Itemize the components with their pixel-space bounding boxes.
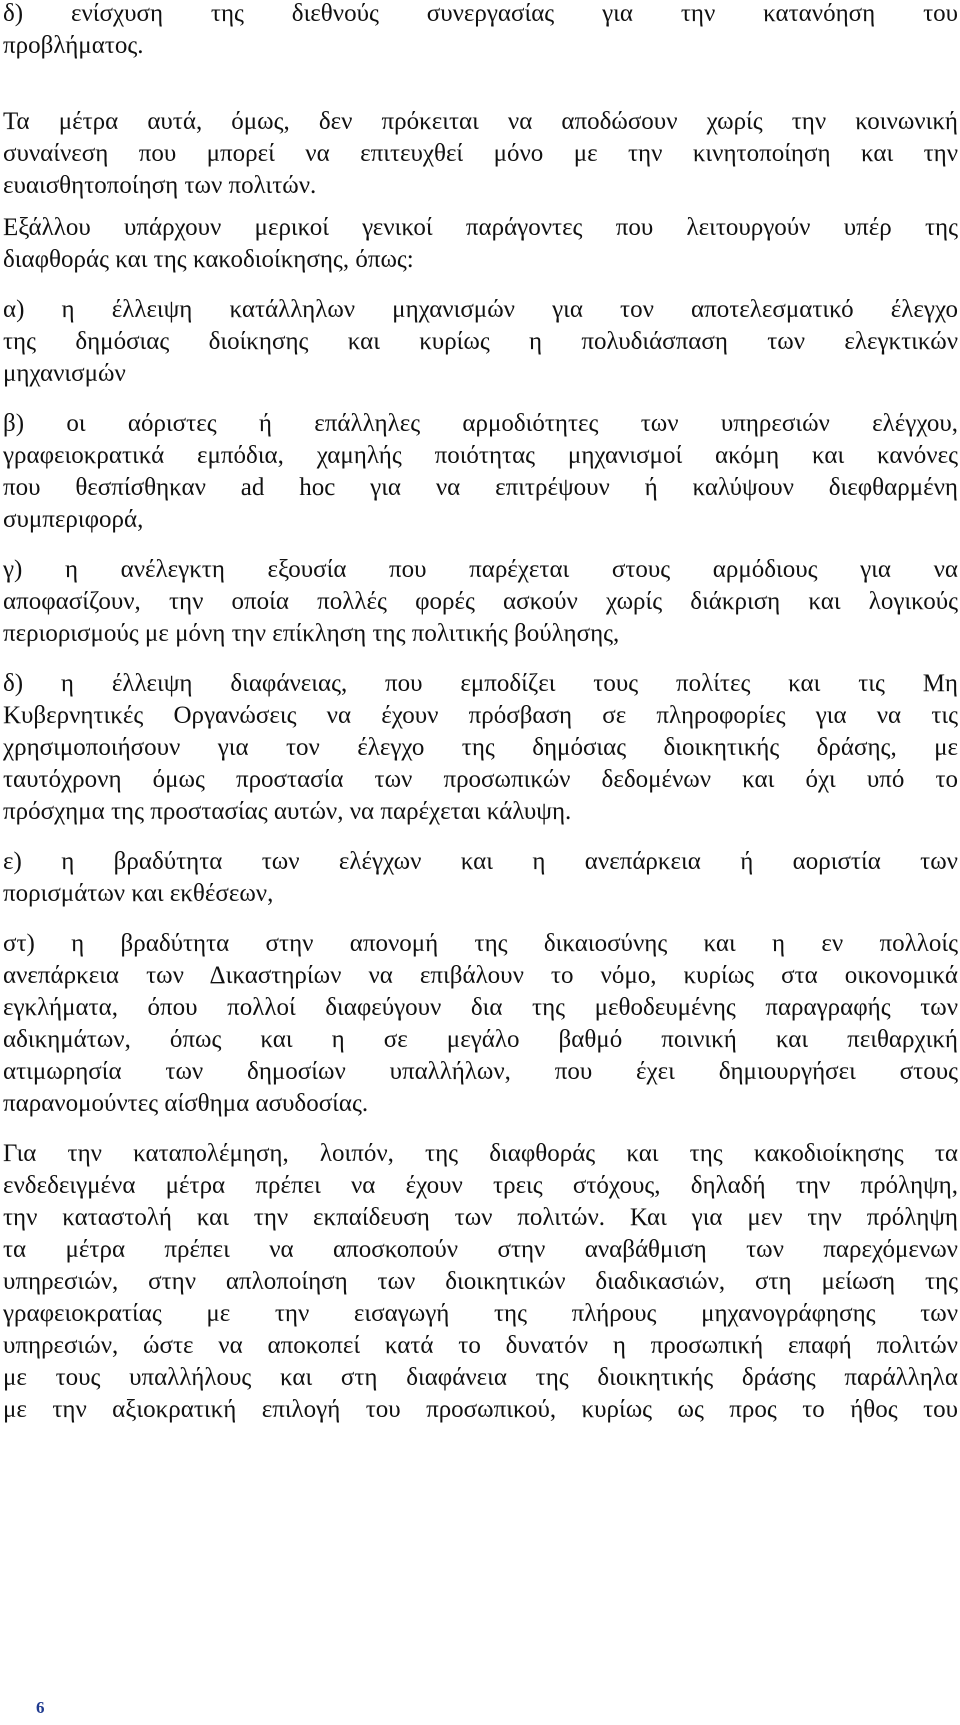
text-line: Τα μέτρα αυτά, όμως, δεν πρόκειται να αποδώσουν χωρίς την κοινωνική — [3, 108, 958, 135]
text-line: δ) ενίσχυση της διεθνούς συνεργασίας για την κατανόηση του — [3, 0, 958, 27]
text-line: πορισμάτων και εκθέσεων, — [3, 880, 274, 907]
list-item-e — [3, 846, 958, 910]
text-line: στ) η βραδύτητα στην απονομή της δικαιοσύνης και η εν πολλοίς — [3, 930, 958, 957]
text-line: γραφειοκρατικά εμπόδια, χαμηλής ποιότητας μηχανισμοί ακόμη και κανόνες — [3, 442, 958, 469]
text-line: που θεσπίσθηκαν ad hoc για να επιτρέψουν ή καλύψουν διεφθαρμένη — [3, 474, 958, 501]
text-line: αδικημάτων, όπως και η σε μεγάλο βαθμό ποινική και πειθαρχική — [3, 1026, 958, 1053]
text-line: με τους υπαλλήλους και στη διαφάνεια της διοικητικής δράσης παράλληλα — [3, 1364, 958, 1391]
text-line: συμπεριφορά, — [3, 506, 144, 533]
text-line: α) η έλλειψη κατάλληλων μηχανισμών για τον αποτελεσματικό έλεγχο — [3, 296, 958, 323]
list-item-d — [3, 668, 958, 828]
text-line: β) οι αόριστες ή επάλληλες αρμοδιότητες των υπηρεσιών ελέγχου, — [3, 410, 958, 437]
text-line: συναίνεση που μπορεί να επιτευχθεί μόνο με την κινητοποίηση και την — [3, 140, 958, 167]
text-line: γ) η ανέλεγκτη εξουσία που παρέχεται στους αρμόδιους για να — [3, 556, 958, 583]
text-line: ευαισθητοποίηση των πολιτών. — [3, 172, 317, 199]
text-line: Για την καταπολέμηση, λοιπόν, της διαφθοράς και της κακοδιοίκησης τα — [3, 1140, 958, 1167]
text-line: τα μέτρα πρέπει να αποσκοπούν στην αναβάθμιση των παρεχόμενων — [3, 1236, 958, 1263]
text-line: ταυτόχρονη όμως προστασία των προσωπικών δεδομένων και όχι υπό το — [3, 766, 958, 793]
text-line: με την αξιοκρατική επιλογή του προσωπικού, κυρίως ως προς το ήθος του — [3, 1396, 958, 1423]
text-line: διαφθοράς και της κακοδιοίκησης, όπως: — [3, 246, 414, 273]
text-line: ενδεδειγμένα μέτρα πρέπει να έχουν τρεις στόχους, δηλαδή την πρόληψη, — [3, 1172, 958, 1199]
list-item-d-international-cooperation — [3, 0, 958, 62]
text-line: υπηρεσιών, ώστε να αποκοπεί κατά το δυνατόν η προσωπική επαφή πολιτών — [3, 1332, 958, 1359]
text-line: μηχανισμών — [3, 360, 126, 387]
text-line: ανεπάρκεια των Δικαστηρίων να επιβάλουν το νόμο, κυρίως στα οικονομικά — [3, 962, 958, 989]
text-line: δ) η έλλειψη διαφάνειας, που εμποδίζει τους πολίτες και τις Μη — [3, 670, 958, 697]
text-line: προβλήματος. — [3, 32, 144, 59]
text-line: την καταστολή και την εκπαίδευση των πολιτών. Και για μεν την πρόληψη — [3, 1204, 958, 1231]
list-item-c — [3, 554, 958, 650]
text-line: της δημόσιας διοίκησης και κυρίως η πολυδιάσπαση των ελεγκτικών — [3, 328, 958, 355]
paragraph-combat — [3, 1138, 958, 1426]
text-line: περιορισμούς με μόνη την επίκληση της πολιτικής βούλησης, — [3, 620, 620, 647]
text-line: αποφασίζουν, την οποία πολλές φορές ασκούν χωρίς διάκριση και λογικούς — [3, 588, 958, 615]
paragraph-factors — [3, 212, 958, 276]
text-line: πρόσχημα της προστασίας αυτών, να παρέχεται κάλυψη. — [3, 798, 572, 825]
text-line: ε) η βραδύτητα των ελέγχων και η ανεπάρκεια ή αοριστία των — [3, 848, 958, 875]
text-line: γραφειοκρατίας με την εισαγωγή της πλήρους μηχανογράφησης των — [3, 1300, 958, 1327]
text-line: παρανομούντες αίσθημα ασυδοσίας. — [3, 1090, 369, 1117]
list-item-b — [3, 408, 958, 536]
list-item-st — [3, 928, 958, 1120]
text-column — [3, 0, 958, 1426]
text-line: υπηρεσιών, στην απλοποίηση των διοικητικών διαδικασιών, στη μείωση της — [3, 1268, 958, 1295]
text-line: εγκλήματα, όπου πολλοί διαφεύγουν δια της μεθοδευμένης παραγραφής των — [3, 994, 958, 1021]
text-line: χρησιμοποιήσουν για τον έλεγχο της δημόσιας διοικητικής δράσης, με — [3, 734, 958, 761]
page-number: 6 — [36, 1698, 45, 1717]
text-line: Κυβερνητικές Οργανώσεις να έχουν πρόσβαση σε πληροφορίες για να τις — [3, 702, 958, 729]
text-line: Εξάλλου υπάρχουν μερικοί γενικοί παράγοντες που λειτουργούν υπέρ της — [3, 214, 958, 241]
paragraph-measures — [3, 106, 958, 202]
text-line: ατιμωρησία των δημοσίων υπαλλήλων, που έχει δημιουργήσει στους — [3, 1058, 958, 1085]
list-item-a — [3, 294, 958, 390]
